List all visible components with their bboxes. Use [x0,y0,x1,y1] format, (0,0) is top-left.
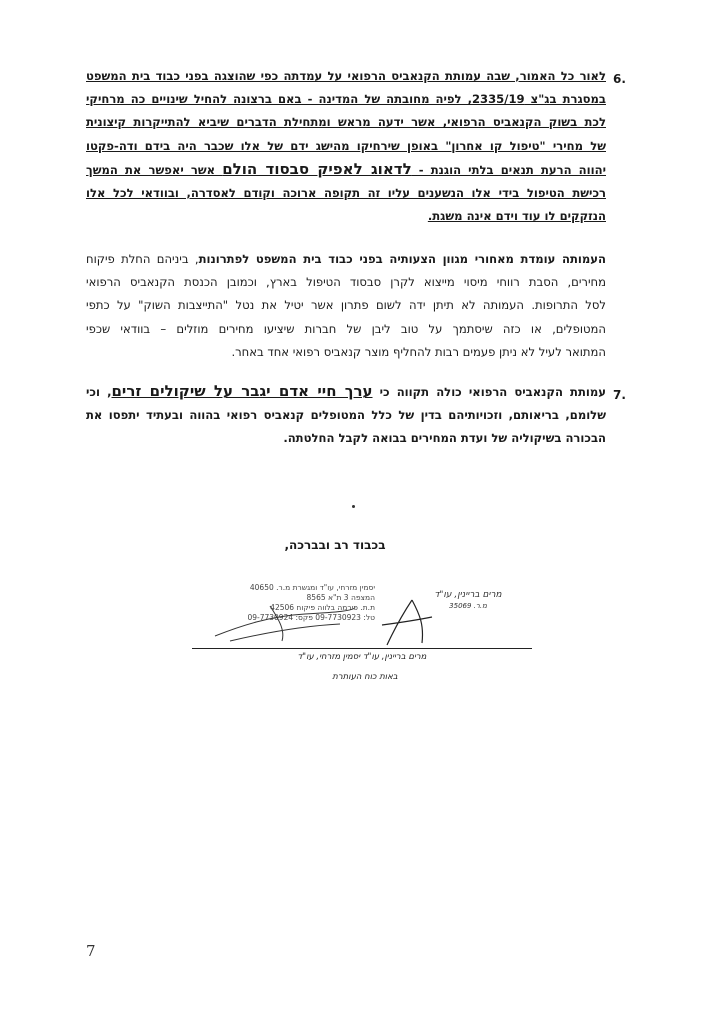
followup-line-5: המתואר לעיל לא ניתן פעמים רבות להחליף מוצר קנאביס רפואי אחד באחר. [231,344,606,359]
stray-mark [352,505,355,508]
closing-salutation: בכבוד רב ובברכה, [284,538,386,552]
followup-line-1 [86,248,606,271]
followup-line-3: לסל התרופות. העמותה לא תיתן ידה לשום פתרון אשר יטיל את נטל "התייצבות השוק" על כתפי [86,298,606,313]
section-7-line-1 [86,380,606,404]
section-6-line-1: לאור כל האמור, שבה עמותת הקנאביס הרפואי על עמדתה כפי שהוצגה בפני כבוד בית המשפט [86,69,606,83]
section-6-line-5-start: יהווה הרעת תנאים בלתי הוגנת - [411,162,606,177]
section-6-line-3: לכת בשוק הקנאביס הרפואי, אשר ידעה מראש ומתחילת הדברים שיביא להתייקרות קיצונית [86,115,606,130]
section-6-emphasis: לדאוג לאפיק סבסוד הולם [222,159,412,178]
section-7-line-3: הבכורה בשיקוליה של ועדת המחירים בבואה לקבל החלטתה. [283,431,606,446]
section-7-line-2: שלומם, בריאותם, וזכויותיהם בדין של כלל המטופלים קנאביס רפואי בהווה ובעתיד יתפסו את [86,408,606,423]
section-6-line-7: הנזקקים לו עוד וידם אינה משגת. [427,209,606,224]
on-behalf-label: באות כוח העותרת [332,672,398,682]
section-7-number: 7. [613,388,626,402]
section-6-line-4: של מחירי "טיפול קו אחרון" באופן שירחיקו מהישג ידם של אלו שכבר היה בידם ודה-פקטו [86,138,606,153]
section-7-emphasis: ערך חיי אדם יגבר על שיקולים זרים [111,382,373,400]
section-6-paragraph [86,65,606,228]
stamp-line-1: יסמין מזרחי, עו"ד ומגשרת מ.ר. 40650 [249,583,375,592]
followup-line-4: המטופלים, או כזה שיסתמך על טוב ליבן של חברות שיציעו מחירים מוזלים – בוודאי שכפי [86,321,606,336]
section-7-line-1-start: עמותת הקנאביס הרפואי כולה תקווה כי [372,385,606,399]
stamp-line-2: המצפה 3 ת"א 8565 [306,593,375,602]
section-7-line-1-end: , וכי [86,385,112,399]
followup-line-2: מחירים, הסבת רווחי מיסוי מייצוא לקרן סבסוד הטיפול בארץ, וכמובן הכנסת הקנאביס הרפואי [86,275,606,290]
section-6-followup-paragraph [86,248,606,364]
section-6-number: 6. [613,72,626,86]
stamp-line-3: ת.ת. פירמה בלווה פיקוח 42506 [270,603,375,612]
signatories-names: מרים בריינין, עו"ד יסמין מזרחי, עו"ד [297,652,427,662]
signer-stamp-line-2: מ.ר. 35069 [449,602,487,610]
stamp-line-4: טל: 09-7730923 פקס: 09-7730924 [247,613,375,622]
signer-stamp-line-1: מרים בריינין, עו"ד [434,590,502,600]
followup-line-1-rest: , ביניהם החלת פיקוח [86,252,199,266]
signature-yasmin [210,596,360,646]
signature-line [192,648,532,649]
signature-miriam [372,595,452,650]
section-6-line-5 [86,158,606,182]
followup-line-1-bold: העמותה עומדת מאחורי מגוון הצעותיה בפני כבוד בית המשפט לפתרונות [198,252,606,266]
section-6-line-2: במסגרת בג"צ 2335/19, לפיה מחובתה של המדינה - באם ברצונה להחיל שינויים כה מרחיקי [86,92,606,107]
page-number: 7 [86,942,96,960]
section-6-line-6: רכישת הטיפול בידי אלו הנשענים עליו זה תקופה ארוכה וקודם לאסדרה, ובוודאי לכל אלו [86,186,606,201]
section-7-paragraph [86,380,606,451]
section-6-line-5-end: אשר יאפשר את המשך [86,162,223,177]
